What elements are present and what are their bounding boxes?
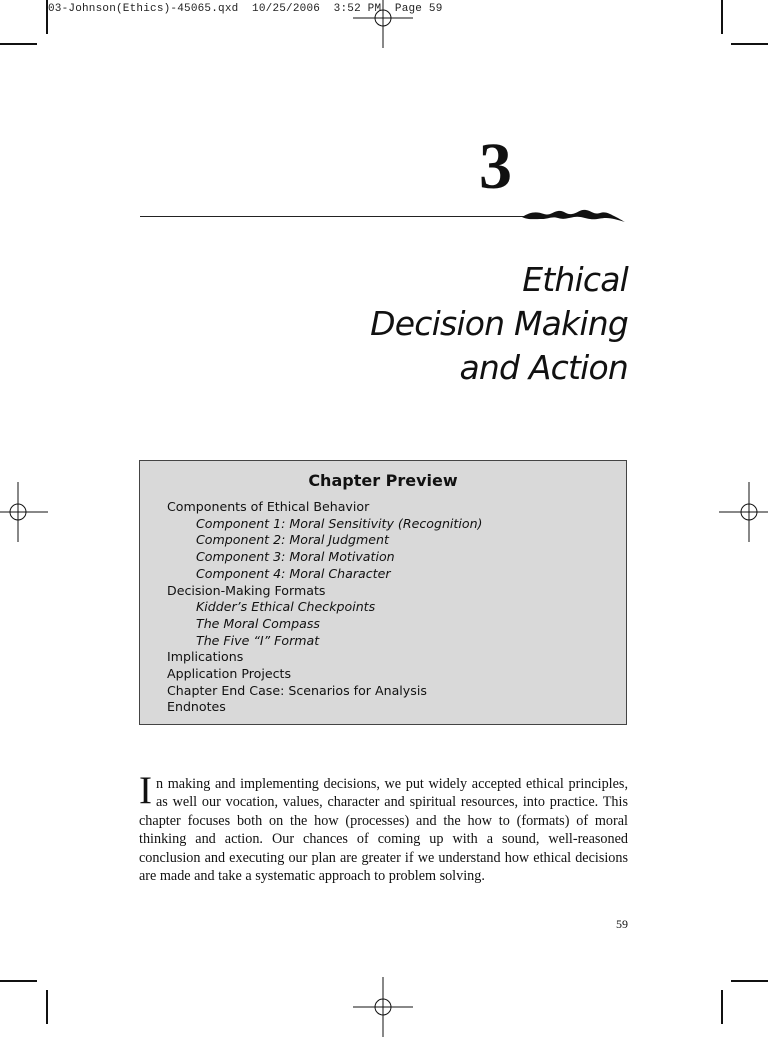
preview-item: Decision-Making Formats bbox=[167, 582, 326, 598]
chapter-title-line: Decision Making bbox=[370, 304, 628, 343]
registration-mark-right-icon bbox=[719, 482, 768, 542]
slug-date: 10/25/2006 bbox=[252, 3, 321, 15]
preview-subitem: The Moral Compass bbox=[196, 615, 320, 631]
chapter-title-line: Ethical bbox=[522, 260, 628, 299]
preview-item: Application Projects bbox=[167, 666, 292, 682]
crop-mark-bottom-right-horizontal bbox=[731, 980, 768, 982]
chapter-title-line: and Action bbox=[459, 348, 628, 387]
chapter-rule bbox=[140, 216, 526, 217]
crop-mark-bottom-left-horizontal bbox=[0, 980, 37, 982]
crop-mark-top-left-horizontal bbox=[0, 43, 37, 45]
chapter-preview-box bbox=[139, 460, 627, 725]
crop-mark-top-right-horizontal bbox=[731, 43, 768, 45]
crop-mark-top-left-vertical bbox=[46, 0, 48, 34]
preview-item: Endnotes bbox=[167, 699, 226, 715]
page-number: 59 bbox=[616, 917, 628, 931]
preview-subitem: Component 4: Moral Character bbox=[196, 565, 391, 581]
preview-subitem: Kidder’s Ethical Checkpoints bbox=[196, 599, 376, 615]
decorative-swash-icon bbox=[520, 203, 626, 227]
preview-subitem: Component 3: Moral Motivation bbox=[196, 549, 395, 565]
preview-item: Components of Ethical Behavior bbox=[167, 499, 370, 514]
chapter-preview-heading: Chapter Preview bbox=[308, 471, 458, 490]
slug-file: 03-Johnson(Ethics)-45065.qxd bbox=[48, 3, 239, 15]
registration-mark-left-icon bbox=[0, 482, 48, 542]
registration-mark-top-icon bbox=[353, 0, 413, 48]
slug-page: Page 59 bbox=[394, 3, 443, 15]
drop-cap: I bbox=[139, 769, 152, 812]
registration-mark-bottom-icon bbox=[353, 977, 413, 1037]
opening-paragraph bbox=[139, 769, 628, 885]
slug-time: 3:52 PM bbox=[333, 3, 382, 15]
preview-item: Implications bbox=[167, 649, 244, 665]
preview-subitem: Component 1: Moral Sensitivity (Recognition) bbox=[196, 515, 483, 531]
preview-item: Chapter End Case: Scenarios for Analysis bbox=[167, 682, 427, 698]
preview-subitem: Component 2: Moral Judgment bbox=[196, 532, 389, 548]
chapter-number: 3 bbox=[479, 130, 512, 203]
crop-mark-bottom-left-vertical bbox=[46, 990, 48, 1024]
chapter-preview-list bbox=[167, 499, 482, 716]
crop-mark-top-right-vertical bbox=[721, 0, 723, 34]
preview-subitem: The Five “I” Format bbox=[196, 632, 320, 648]
chapter-title bbox=[300, 258, 628, 390]
paragraph-text: n making and implementing decisions, we put widely accepted ethical principles, as well our vocation, values, character and spiritual resources, into practice. This chapter focuses both on the how (processes) and the how to (formats) of moral thinking and action. Our chances of coming up with a sound, well-reasoned conclusion and executing our plan are greater if we understand how ethical decisions are made and take a systematic approach to problem solving. bbox=[139, 776, 628, 885]
crop-mark-bottom-right-vertical bbox=[721, 990, 723, 1024]
